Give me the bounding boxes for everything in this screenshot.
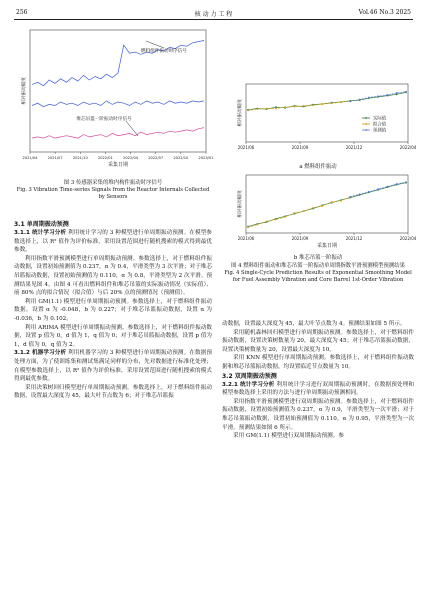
x-tick-label: 2022/10 (173, 156, 189, 160)
x-tick-label: 2023/01 (198, 156, 214, 160)
paragraph: 采用随机森林回归模型进行单周期振动预测。参数选择上，对于燃料组件振动数据，设置决策树数量为 20，最大深度为 45；对于堆芯吊篮振动数据，设置决策树数量为 20，设置最大深度为 10。 (222, 329, 414, 353)
series-line (248, 92, 406, 109)
figure-4-caption-en: Fig. 4 Single-Cycle Prediction Results of Exponential Smoothing Model for Fuel Assembly Vibration and Core Barrel 1st-Order Vibration (224, 270, 412, 284)
data-point (312, 207, 314, 209)
data-point (387, 94, 389, 96)
data-point (377, 189, 379, 191)
data-point (368, 97, 370, 99)
paragraph: 采用决策树回归模型进行单周期振动预测。参数选择上，对于燃料组件振动数据，设置最大深度为 45，最大叶节点数为 6；对于堆芯吊篮振 (14, 384, 212, 400)
data-point (321, 103, 323, 105)
section-3-2-heading: 3.2 双周期振动预测 (222, 372, 277, 380)
x-tick-label: 2021/12 (345, 145, 363, 150)
paragraph: 采用 KNN 模型进行单周期振动预测。参数选择上，对于燃料组件振动数据和堆芯吊篮振动数据，均设置临近节点数量为 10。 (222, 355, 414, 370)
data-point (359, 99, 361, 101)
paragraph: 利用 ARIMA 模型进行单周期振动预测。参数选择上，对于燃料组件振动数据，设置 p 值为 0，d 值为 1，q 值为 0；对于堆芯吊篮振动数据，设置 p 值为 1，d 值为 0，q 值为 2。 (14, 324, 212, 348)
paragraph: 3.1.2 机器学习分析 利用机器学习的 3 种模型进行单周期振动预测。在数据预处理方面，为了使训练集和测试集满足同样的分布，先对数据进行标准化处理；在模型参数选择上，以 R² 值作为评价标准，采用设置范围进行随机搜索的模式得到最优参数。 (14, 350, 213, 383)
data-point (387, 186, 389, 188)
data-point (266, 108, 268, 110)
x-tick-label: 2021/12 (345, 236, 363, 242)
x-tick-label: 2022/01 (97, 156, 113, 160)
figure-4b-label: b 堆芯吊篮一阶振动 (293, 255, 343, 262)
section-3-1-2-heading: 3.1.2 机器学习分析 (14, 350, 67, 357)
legend-marker (365, 129, 367, 131)
x-tick-label: 2021/06 (237, 145, 255, 150)
header-rule (14, 19, 413, 20)
paragraph: 动数据，设置最大深度为 45，最大叶节点数为 4。预测结果如图 5 所示。 (222, 321, 406, 327)
legend-label: 拟合值 (373, 122, 387, 128)
figure-4b-chart (222, 171, 417, 253)
data-point (303, 211, 305, 213)
figure-4 (222, 80, 417, 310)
data-point (359, 194, 361, 196)
data-point (340, 101, 342, 103)
series-line (248, 197, 350, 227)
data-point (331, 102, 333, 104)
data-point (284, 216, 286, 218)
paragraph: 采用指数平滑预测模型进行双周期振动预测。参数选择上，对于燃料组件振动数据，设置初始预测值为 0.237，α 为 0.9，平滑类型为一次平滑；对于堆芯吊篮振动数据，设置初始预测值为 0.110，α 为 0.95，平滑类型为一次平滑。预测结果如图 6 所示。 (222, 398, 414, 431)
x-tick-label: 2021/09 (291, 145, 309, 150)
x-axis-label: 采集日期 (107, 162, 129, 168)
data-point (321, 205, 323, 207)
series-line (32, 41, 204, 86)
data-point (256, 224, 258, 226)
paragraph: 3.1.1 统计学习分析 利用统计学习的 3 种模型进行单周期振动预测。在模型参数选择上，以 R² 值作为评价标准，采用设置范围进行随机搜索的模式得到最优参数。 (14, 230, 213, 254)
legend-label: 预测值 (373, 128, 387, 134)
x-tick-label: 2021/10 (72, 156, 88, 160)
x-tick-label: 2021/07 (47, 156, 63, 160)
x-tick-label: 2022/04 (399, 145, 417, 150)
y-axis-label: 相对振动幅度 (238, 190, 243, 219)
annotation-fuel-label: 燃料组件振动时序信号 (141, 49, 187, 54)
paragraph: 利用 GM(1.1) 模型进行单周期振动预测。参数选择上，对于燃料组件振动数据，设置 α 为 -0.048，b 为 0.227；对于堆芯吊篮振动数据，设置 α 为 -0.036，b 为 0.102。 (14, 298, 212, 322)
section-3-1-1-heading: 3.1.1 统计学习分析 (14, 230, 67, 236)
paragraph: 利用指数平滑预测模型进行单周期振动预测。参数选择上，对于燃料组件振动数据，设置初始预测值为 0.237，α 为 0.4，平滑类型为 3 次平滑；对于堆芯吊篮振动数据，设置初始预测值为 0.110，α 为 0.8，平滑类型为 2 次平滑。预测结果见图 4。由图 4 可看出燃料组件和堆芯吊篮的实际振动情况（实际值）、前 80% 点的拟合情况（拟合值）与后 20% 点的预测情况（预测值）。 (14, 255, 212, 297)
data-point (349, 101, 351, 103)
figure-3-chart (14, 24, 212, 174)
data-point (247, 110, 249, 112)
section-3-1-heading: 3.1 单周期振动预测 (14, 221, 69, 228)
figure-4a-label: a 燃料组件振动 (299, 164, 337, 170)
figure-3-caption-cn: 图 3 传感器采集的堆内构件振动时序信号 (63, 180, 163, 186)
data-point (396, 92, 398, 94)
data-point (303, 105, 305, 107)
data-point (275, 219, 277, 221)
data-point (294, 106, 296, 108)
legend-marker (365, 117, 367, 119)
annotation-core-label: 堆芯吊篮一阶振动时序信号 (76, 117, 132, 122)
data-point (266, 221, 268, 223)
page-number: 256 (16, 9, 28, 16)
data-point (294, 213, 296, 215)
x-tick-label: 2022/04 (123, 156, 139, 160)
series-line (32, 101, 204, 107)
volume-info: Vol.46 No.3 2025 (358, 9, 411, 16)
data-point (377, 95, 379, 97)
data-point (349, 196, 351, 198)
data-point (340, 200, 342, 202)
legend-marker (365, 123, 367, 125)
x-tick-label: 2021/04 (22, 156, 38, 160)
right-column (222, 320, 414, 441)
y-axis-label: 相对振动幅度 (238, 99, 243, 127)
x-tick-label: 2021/09 (291, 236, 309, 242)
figure-3 (14, 24, 212, 209)
data-point (284, 106, 286, 108)
data-point (405, 91, 407, 93)
paragraph: 采用 GM(1.1) 模型进行双周期振动预测。参 (233, 433, 344, 440)
x-axis-label: 采集日期 (316, 243, 338, 250)
section-3-2-1-heading: 3.2.1 统计学习分析 (222, 381, 275, 388)
x-tick-label: 2021/06 (237, 236, 255, 242)
x-tick-label: 2022/07 (148, 156, 164, 160)
left-column (14, 220, 212, 401)
x-tick-label: 2022/04 (399, 236, 417, 242)
data-point (275, 108, 277, 110)
data-point (331, 202, 333, 204)
journal-name: 核 动 力 工 程 (194, 11, 233, 18)
figure-4-caption-cn: 图 4 燃料组件振动和堆芯吊篮一阶振动单周期指数平滑预测模型预测结果 (231, 262, 405, 269)
annotation-arrow (146, 41, 164, 48)
data-point (396, 184, 398, 186)
series-line (32, 128, 204, 139)
data-point (312, 104, 314, 106)
data-point (256, 108, 258, 110)
figure-4a-chart (222, 80, 417, 162)
figure-3-caption-en: Fig. 3 Vibration Time-series Signals from the Reactor Internals Collected by Sensors (16, 187, 210, 201)
y-axis-label: 相对振动幅度 (22, 77, 27, 105)
paragraph: 3.2.1 统计学习分析 利用统计学习进行双周期振动预测时，在数据预处理和模型参数选择上采用的方法与进行单周期振动预测相同。 (222, 381, 415, 397)
data-point (247, 227, 249, 229)
data-point (368, 191, 370, 193)
data-point (405, 182, 407, 184)
legend-label: 实际值 (373, 116, 387, 122)
